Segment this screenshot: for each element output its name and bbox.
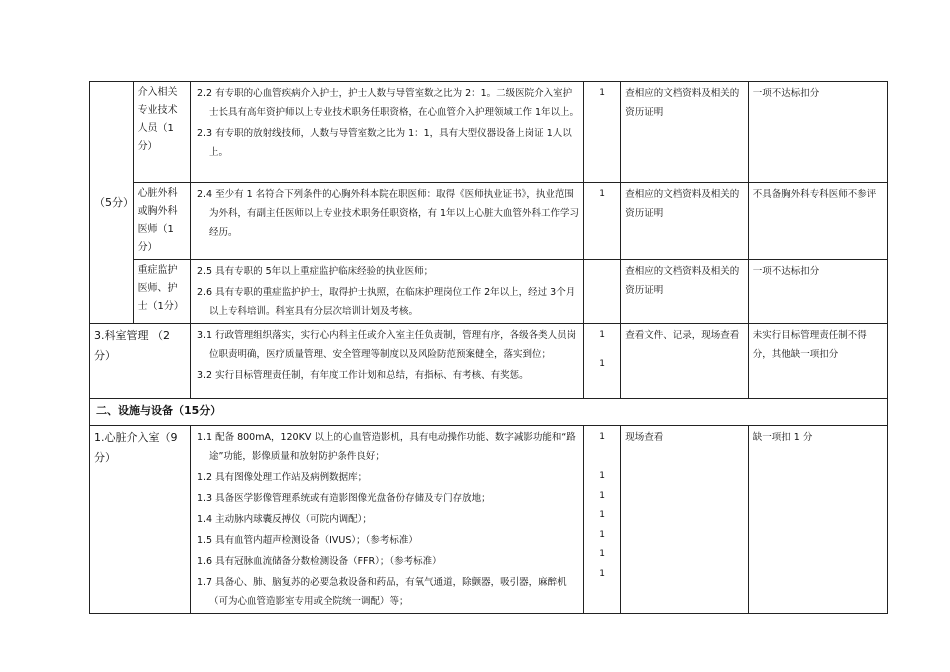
deduct-cell: 不具备胸外科专科医师不参评 [748, 183, 887, 260]
group-score: （5分） [94, 196, 134, 209]
method-cell: 查相应的文档资料及相关的资历证明 [621, 260, 749, 324]
evaluation-table [89, 81, 888, 614]
score-cell: 1 [584, 183, 621, 260]
table-row [90, 82, 888, 183]
criteria-cell [190, 183, 583, 260]
criterion-item: 1.4 主动脉内球囊反搏仪（可院内调配）； [196, 514, 372, 525]
method-cell: 现场查看 [621, 426, 749, 614]
criterion-item: 2.2 有专职的心血管疾病介入护士，护士人数与导管室数之比为 2：1。二级医院介入室护士长具有高年资护师以上专业技术职务任职资格，在心血管介入护理领域工作 1年以上。 [196, 88, 580, 118]
criterion-item: 2.4 至少有 1 名符合下列条件的心胸外科本院在职医师：取得《医师执业证书》，执业范围为外科，有副主任医师以上专业技术职务任职资格，有 1年以上心脏大血管外科工作学习经历。 [196, 189, 580, 238]
criterion-item: 2.5 具有专职的 5年以上重症监护临床经验的执业医师； [196, 266, 434, 277]
score-cell: 1 [584, 82, 621, 183]
criterion-item: 1.2 具有图像处理工作站及病例数据库； [196, 472, 368, 483]
criterion-item: 1.3 具备医学影像管理系统或有造影图像光盘备份存储及专门存放地； [196, 493, 491, 504]
deduct-cell: 一项不达标扣分 [748, 260, 887, 324]
deduct-cell: 缺一项扣 1 分 [748, 426, 887, 614]
criteria-cell [190, 260, 583, 324]
method-cell: 查相应的文档资料及相关的资历证明 [621, 82, 749, 183]
criteria-cell [190, 82, 583, 183]
criterion-item: 2.6 具有专职的重症监护护士，取得护士执照，在临床护理岗位工作 2年以上，经过 3个月以上专科培训。科室具有分层次培训计划及考核。 [196, 287, 576, 317]
table-row [90, 324, 888, 399]
category-cell: 1.心脏介入室（9分） [90, 426, 191, 614]
method-cell: 查相应的文档资料及相关的资历证明 [621, 183, 749, 260]
criterion-item: 2.3 有专职的放射线技师，人数与导管室数之比为 1：1，具有大型仪器设备上岗证 1人以上。 [196, 128, 572, 158]
criterion-item: 3.1 行政管理组织落实，实行心内科主任或介入室主任负责制，管理有序，各级各类人员岗位职责明确，医疗质量管理、安全管理等制度以及风险防范预案健全，落实到位； [196, 330, 577, 360]
criterion-item: 3.2 实行目标管理责任制，有年度工作计划和总结，有指标、有考核、有奖惩。 [196, 370, 529, 381]
group-score-cell [90, 82, 134, 324]
category-cell: 介入相关专业技术人员（1分） [133, 82, 190, 183]
score-cell: 1 1 1 1 1 1 1 [584, 426, 621, 614]
criteria-cell [190, 426, 583, 614]
deduct-cell: 未实行目标管理责任制不得分，其他缺一项扣分 [748, 324, 887, 399]
method-cell: 查看文件、记录，现场查看 [621, 324, 749, 399]
category-cell: 重症监护医师、护士（1分） [133, 260, 190, 324]
criterion-item: 1.5 具有血管内超声检测设备（IVUS）；（参考标准） [196, 535, 418, 546]
criterion-item: 1.1 配备 800mA，120KV 以上的心血管造影机，具有电动操作功能、数字减影功能和“路途”功能，影像质量和放射防护条件良好； [196, 432, 576, 462]
table-row [90, 183, 888, 260]
criterion-item: 1.7 具备心、肺、脑复苏的必要急救设备和药品，有氧气通道，除颤器，吸引器，麻醉机（可为心血管造影室专用或全院统一调配）等； [196, 577, 567, 607]
criterion-item: 1.6 具有冠脉血流储备分数检测设备（FFR）；（参考标准） [196, 556, 442, 567]
table-row [90, 426, 888, 614]
section-title: 二、设施与设备（15分） [90, 399, 888, 426]
table-row [90, 260, 888, 324]
criteria-cell [190, 324, 583, 399]
category-cell: 3.科室管理 （2分） [90, 324, 191, 399]
score-cell [584, 260, 621, 324]
score-cell: 1 1 [584, 324, 621, 399]
table-row [90, 399, 888, 426]
category-cell: 心脏外科或胸外科医师（1分） [133, 183, 190, 260]
deduct-cell: 一项不达标扣分 [748, 82, 887, 183]
